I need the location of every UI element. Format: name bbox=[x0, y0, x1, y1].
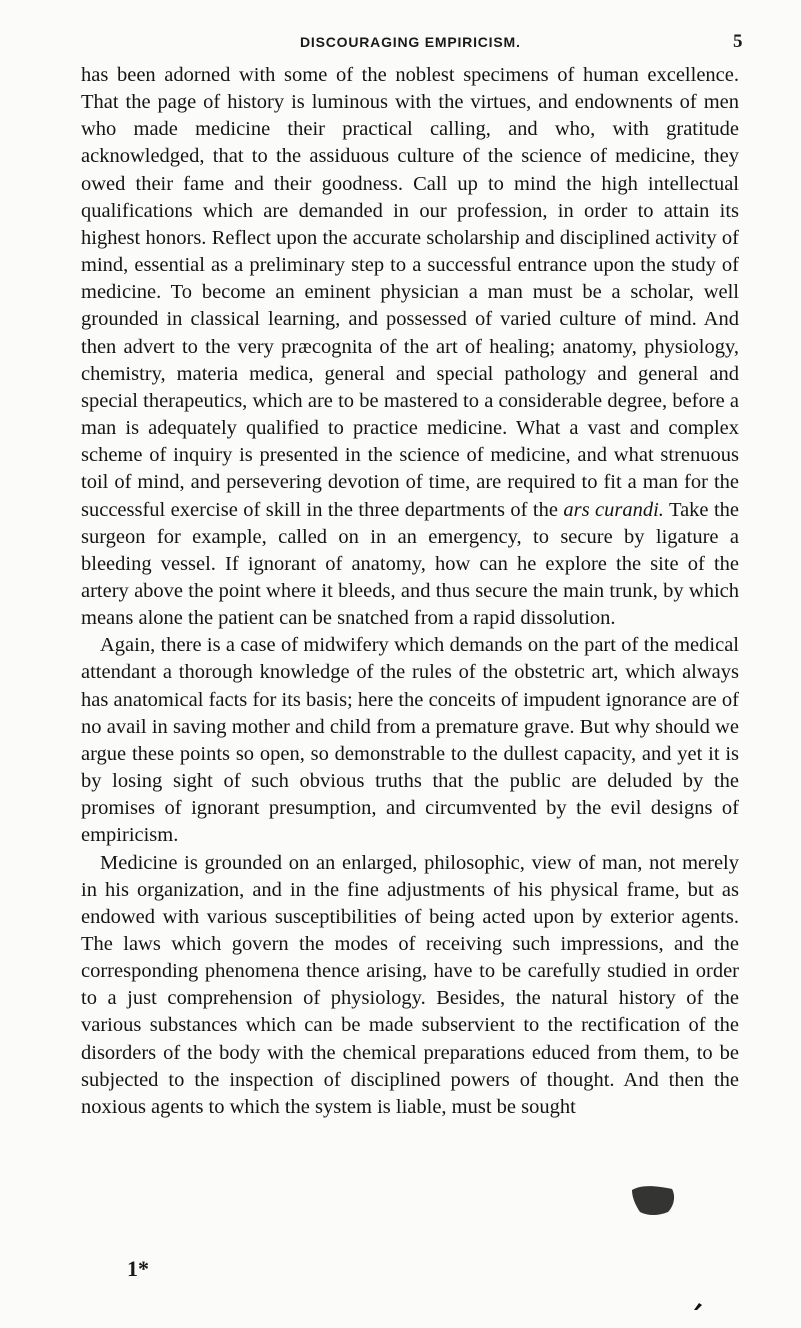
paragraph-1-text: has been adorned with some of the noblest specimens of human excellence. That the page of history is luminous with the virtues, and endownents of men who made medicine their practical calling, and who, with gratitude acknowledged, that to the assiduous culture of the science of medicine, they owed their fame and their goodness. Call up to mind the high intellectual qualifications which are demanded in our profession, in order to attain its highest honors. Reflect upon the accurate scholarship and disciplined activity of mind, essential as a preliminary step to a successful entrance upon the study of medicine. To become an eminent physician a man must be a scholar, well grounded in classical learning, and possessed of varied culture of mind. And then advert to the very præcognita of the art of healing; anatomy, physiology, chemistry, materia medica, general and special pathology and general and special therapeutics, which are to be mastered to a considerable degree, before a man is adequately qualified to practice medicine. What a vast and complex scheme of inquiry is presented in the science of medicine, and what strenuous toil of mind, and persevering devotion of time, are required to fit a man for the successful exercise of skill in the three departments of the bbox=[81, 64, 739, 521]
paragraph-3: Medicine is grounded on an enlarged, philosophic, view of man, not merely in his organization, and in the fine adjustments of his physical frame, but as endowed with various susceptibilities of being acted upon by exterior agents. The laws which govern the modes of receiving such impressions, and the corresponding phenomena thence arising, have to be carefully studied in order to a just comprehension of physiology. Besides, the natural history of the various substances which can be made subservient to the rectification of the disorders of the body with the chemical preparations educed from them, to be subjected to the inspection of disciplined powers of thought. And then the noxious agents to which the system is liable, must be sought bbox=[81, 851, 739, 1118]
running-title: DISCOURAGING EMPIRICISM. bbox=[300, 34, 521, 50]
paragraph-1 bbox=[81, 62, 739, 632]
signature-mark: 1* bbox=[127, 1256, 149, 1281]
ink-smudge bbox=[628, 1182, 682, 1222]
paragraph-1-text-continued: Take the surgeon for example, called on in an emergency, to secure by ligature a bleeding vessel. If ignorant of anatomy, how can he explore the site of the artery above the point where it bleeds, and thus secure the main trunk, by which means alone the patient can be snatched from a rapid dissolution. bbox=[81, 498, 739, 630]
paragraph-2: Again, there is a case of midwifery which demands on the part of the medical attendant a thorough knowledge of the rules of the obstetric art, which always has anatomical facts for its basis; here the conceits of impudent ignorance are of no avail in saving mother and child from a premature grave. But why should we argue these points so open, so demonstrable to the dullest capacity, and yet it is by losing sight of such obvious truths that the public are deluded by the promises of ignorant presumption, and circumvented by the evil designs of empiricism. bbox=[81, 634, 739, 847]
body-text bbox=[81, 62, 739, 1121]
ink-blot bbox=[693, 1302, 703, 1311]
latin-phrase: ars curandi. bbox=[563, 498, 664, 521]
page-number: 5 bbox=[733, 31, 743, 52]
